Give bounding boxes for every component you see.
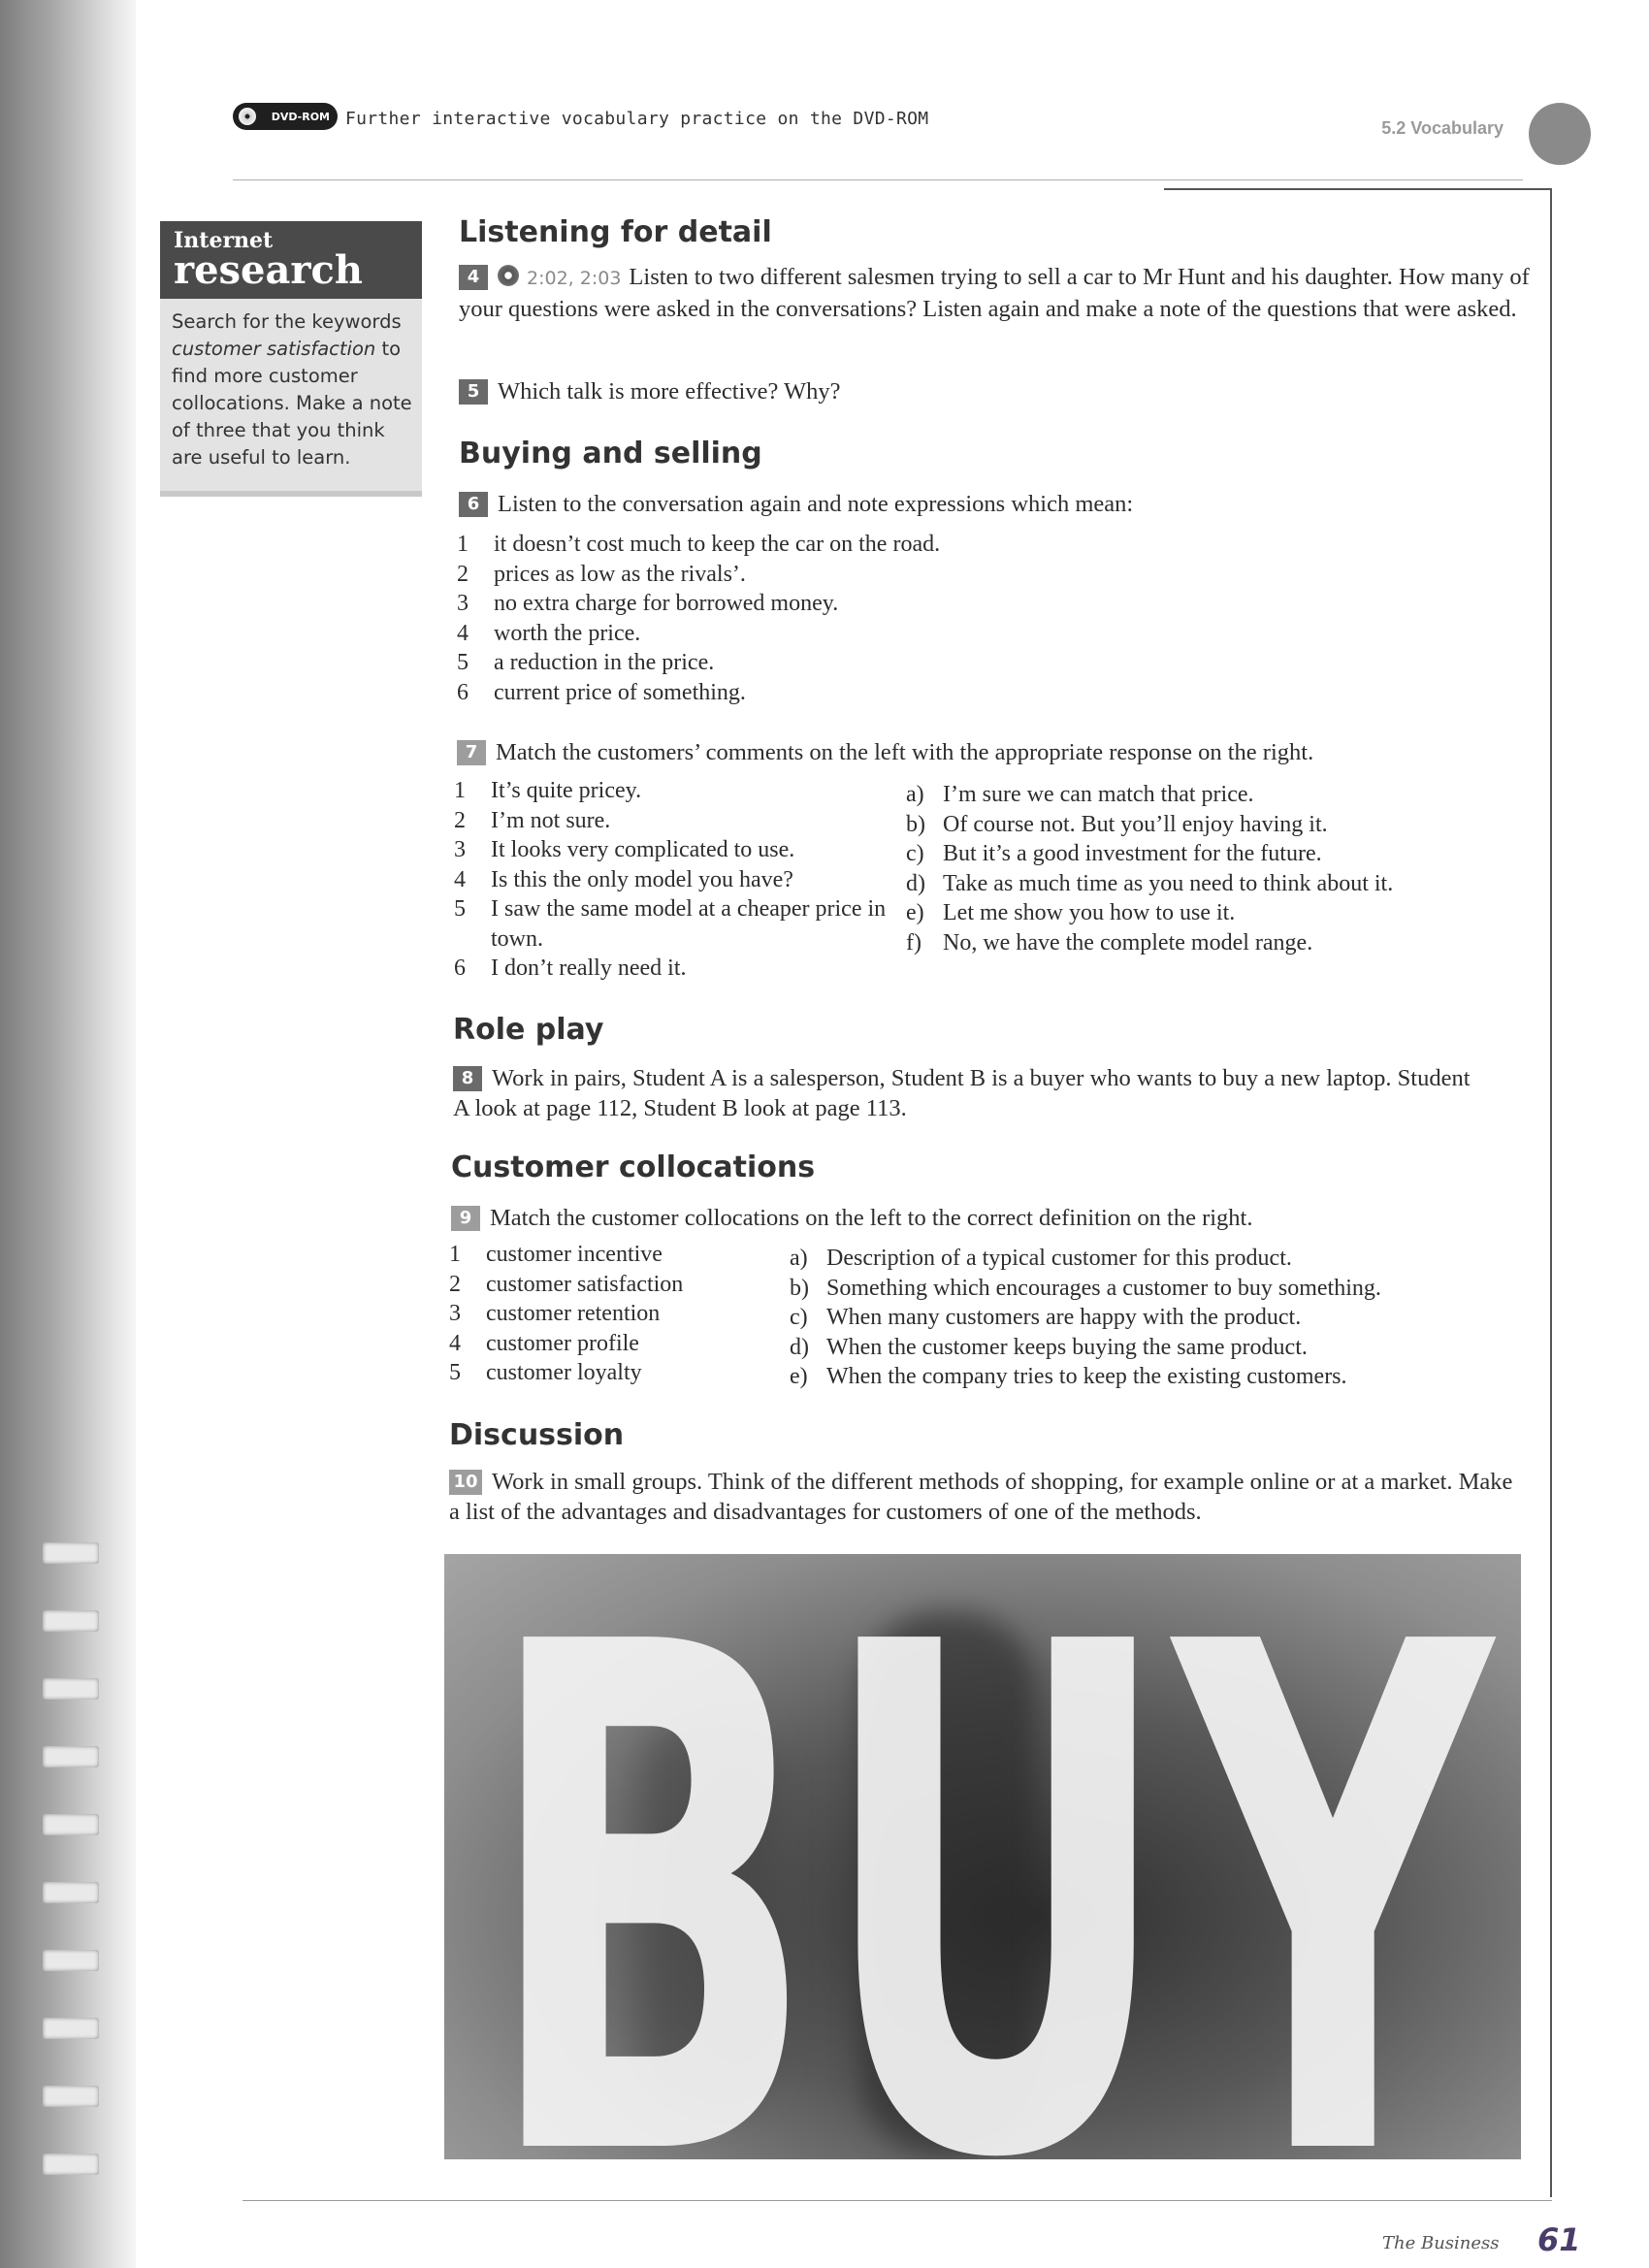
- list-item: e) When the company tries to keep the existing customers.: [790, 1364, 1347, 1389]
- audio-cd-icon: [498, 265, 519, 286]
- track-numbers: 2:02, 2:03: [527, 268, 622, 289]
- list-item: a) I’m sure we can match that price.: [906, 782, 1254, 807]
- list-item: 3 no extra charge for borrowed money.: [457, 591, 839, 616]
- section-label: 5.2 Vocabulary: [1381, 118, 1504, 138]
- page-header: [233, 95, 1591, 153]
- exercise-7-comments: [454, 776, 890, 984]
- internet-research-heading: Internet research: [160, 221, 422, 299]
- list-item: e) Let me show you how to use it.: [906, 900, 1236, 925]
- list-item: 1 it doesn’t cost much to keep the car on the road.: [457, 532, 941, 557]
- heading-buying-selling: Buying and selling: [459, 437, 762, 470]
- list-item: d) When the customer keeps buying the same product.: [790, 1334, 1308, 1360]
- exercise-7: 7 Match the customers’ comments on the left with the appropriate response on the right.: [457, 737, 1534, 767]
- list-item: 3 It looks very complicated to use.: [454, 837, 795, 862]
- list-item: 1 customer incentive: [449, 1242, 663, 1267]
- exercise-6-list: [457, 530, 1330, 707]
- buy-photo: [444, 1554, 1521, 2159]
- list-item: b) Of course not. But you’ll enjoy having it.: [906, 811, 1328, 837]
- list-item: 4 customer profile: [449, 1330, 639, 1356]
- exercise-number: 6: [459, 492, 488, 517]
- exercise-4: 4 2:02, 2:03 Listen to two different salesmen trying to sell a car to Mr Hunt and his daughter. How many of your questions were asked in the conversations? Listen again and make a note of the questions that were asked.: [459, 264, 1530, 322]
- list-item: 5 I saw the same model at a cheaper price in town.: [454, 896, 887, 952]
- header-divider: [233, 179, 1523, 180]
- list-item: c) But it’s a good investment for the future.: [906, 841, 1322, 866]
- spiral-binding: [43, 1542, 101, 2241]
- heading-discussion: Discussion: [449, 1418, 625, 1452]
- disc-icon: [239, 108, 256, 125]
- frame-line-right: [1550, 189, 1552, 2197]
- list-item: 4 Is this the only model you have?: [454, 866, 793, 892]
- exercise-9: 9 Match the customer collocations on the left to the correct definition on the right.: [451, 1203, 1528, 1233]
- buy-word: BUY: [483, 1554, 1497, 2159]
- list-item: d) Take as much time as you need to think about it.: [906, 870, 1394, 896]
- list-item: 2 I’m not sure.: [454, 807, 611, 833]
- footer-divider: [242, 2200, 1552, 2201]
- exercise-5: 5 Which talk is more effective? Why?: [459, 376, 1526, 406]
- internet-research-box: [160, 221, 422, 497]
- dvd-rom-note: Further interactive vocabulary practice on the DVD-ROM: [345, 109, 929, 129]
- list-item: 6 current price of something.: [457, 679, 746, 705]
- list-item: 3 customer retention: [449, 1301, 661, 1326]
- book-brand: The Business: [1382, 2233, 1500, 2253]
- exercise-9-definitions: [790, 1244, 1527, 1392]
- exercise-number: 5: [459, 379, 488, 405]
- list-item: c) When many customers are happy with the product.: [790, 1305, 1302, 1330]
- exercise-number: 10: [449, 1470, 482, 1495]
- frame-line-top: [1164, 188, 1552, 190]
- exercise-7-responses: [906, 780, 1536, 957]
- exercise-number: 8: [453, 1066, 482, 1091]
- exercise-10: 10 Work in small groups. Think of the different methods of shopping, for example online or at a market. Make a list of the advantages and disadvantages for customers of one of the methods.: [449, 1469, 1513, 1525]
- exercise-6: 6 Listen to the conversation again and note expressions which mean:: [459, 489, 1526, 519]
- heading-role-play: Role play: [453, 1013, 604, 1047]
- list-item: 1 It’s quite pricey.: [454, 778, 642, 803]
- dvd-rom-badge: DVD-ROM: [233, 103, 338, 130]
- list-item: 2 prices as low as the rivals’.: [457, 561, 746, 587]
- heading-customer-collocations: Customer collocations: [451, 1150, 816, 1184]
- list-item: 5 customer loyalty: [449, 1360, 642, 1385]
- exercise-number: 7: [457, 740, 486, 765]
- list-item: f) No, we have the complete model range.: [906, 929, 1313, 956]
- page-number: 61: [1537, 2221, 1581, 2258]
- list-item: b) Something which encourages a customer to buy something.: [790, 1275, 1381, 1301]
- list-item: 2 customer satisfaction: [449, 1271, 684, 1297]
- exercise-number: 4: [459, 265, 488, 290]
- list-item: a) Description of a typical customer for this product.: [790, 1246, 1292, 1271]
- heading-listening: Listening for detail: [459, 215, 772, 249]
- exercise-8: 8 Work in pairs, Student A is a salesperson, Student B is a buyer who wants to buy a new laptop. Student A look at page 112, Student B look at page 113.: [453, 1065, 1471, 1121]
- section-marker-icon: [1529, 103, 1591, 165]
- list-item: 6 I don’t really need it.: [454, 956, 687, 981]
- list-item: 5 a reduction in the price.: [457, 650, 715, 675]
- exercise-9-collocations: [449, 1240, 779, 1388]
- exercise-number: 9: [451, 1206, 480, 1231]
- buy-photo-graphic: [444, 1554, 1521, 2159]
- internet-research-text: Search for the keywords customer satisfaction to find more customer collocations. Make a note of three that you think are useful to learn.: [172, 310, 412, 469]
- list-item: 4 worth the price.: [457, 620, 641, 646]
